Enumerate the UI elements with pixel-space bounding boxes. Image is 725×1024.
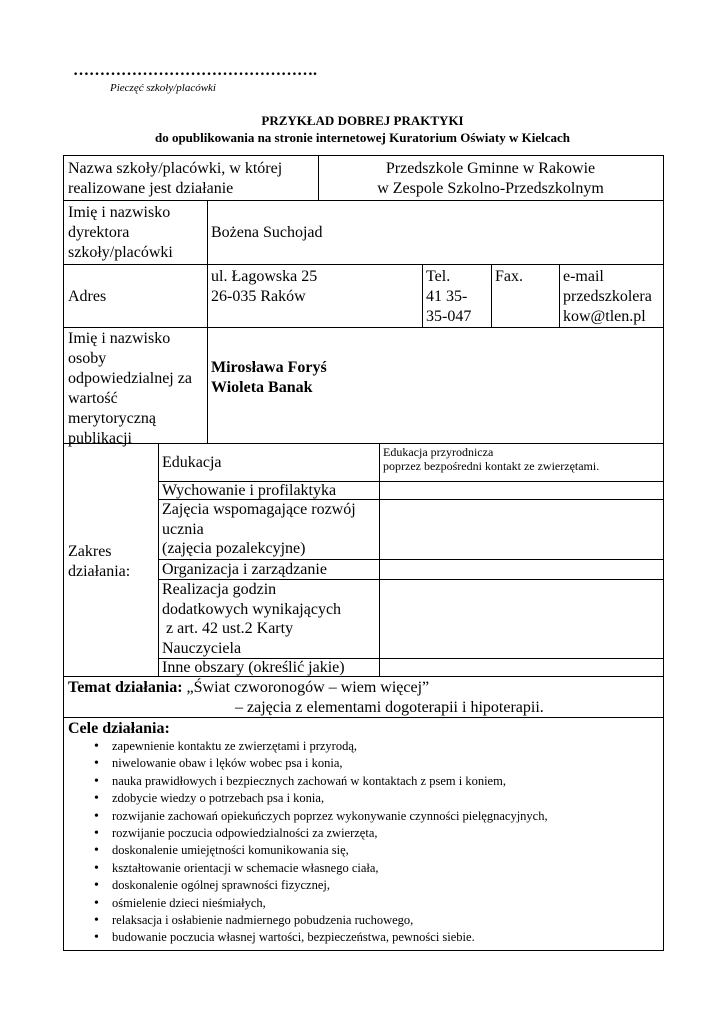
phone-cell — [422, 266, 491, 328]
email-line-1: przedszkolera — [563, 288, 652, 305]
scope-support — [158, 499, 379, 560]
scope-extra-line-1: Realizacja godzin — [162, 581, 277, 598]
goal-item: • kształtowanie orientacji w schemacie własnego ciała, — [94, 860, 659, 877]
responsible-label-line-6: publikacji — [68, 430, 132, 447]
goal-item: • ośmielenie dzieci nieśmiałych, — [94, 895, 659, 912]
responsible-label — [64, 328, 207, 450]
scope-extra-line-4: Nauczyciela — [162, 639, 242, 657]
director-label-line-3: szkoły/placówki — [68, 244, 173, 261]
goal-item: • budowanie poczucia własnej wartości, bezpieczeństwa, pewności siebie. — [94, 929, 659, 946]
topic-cell — [64, 677, 663, 719]
responsible-person-2: Wioleta Banak — [211, 379, 313, 396]
phone-line-1: 41 35- — [426, 288, 468, 305]
phone-label: Tel. — [426, 268, 451, 285]
scope-education-value-line-1: Edukacja przyrodnicza — [383, 445, 494, 459]
goal-item: • rozwijanie zachowań opiekuńczych poprzez wykonywanie czynności pielęgnacyjnych, — [94, 808, 659, 825]
topic-value-line-2: – zajęcia z elementami dogoterapii i hipoterapii. — [235, 699, 544, 716]
responsible-label-line-1: Imię i nazwisko — [68, 330, 171, 347]
scope-extra-hours — [158, 579, 379, 659]
row-divider — [64, 264, 663, 265]
director-label-line-2: dyrektora — [68, 224, 130, 241]
goal-item: • niwelowanie obaw i lęków wobec psa i konia, — [94, 755, 659, 772]
stamp-caption: Pieczęć szkoły/placówki — [110, 82, 216, 94]
school-label-line-2: realizowane jest działanie — [68, 180, 234, 197]
goal-item: • nauka prawidłowych i bezpiecznych zachowań w kontaktach z psem i koniem, — [94, 773, 659, 790]
scope-education: Edukacja — [162, 454, 222, 471]
goal-item: • rozwijanie poczucia odpowiedzialności za zwierzęta, — [94, 825, 659, 842]
title-line-2: do opublikowania na stronie internetowej Kuratorium Oświaty w Kielcach — [154, 130, 571, 145]
scope-label — [64, 541, 158, 583]
phone-line-2: 35-047 — [426, 308, 472, 325]
director-name: Bożena Suchojad — [211, 224, 323, 241]
topic-line-1 — [68, 678, 659, 698]
document-title — [0, 112, 725, 146]
email-label: e-mail — [563, 268, 604, 285]
email-cell — [559, 266, 663, 328]
email-line-2: kow@tlen.pl — [563, 308, 646, 325]
responsible-persons — [207, 357, 663, 399]
responsible-label-line-3: odpowiedzialnej za — [68, 370, 192, 387]
col-divider — [379, 443, 380, 676]
director-label — [64, 202, 207, 264]
school-label — [64, 158, 318, 200]
goal-item: • relaksacja i osłabienie nadmiernego pobudzenia ruchowego, — [94, 912, 659, 929]
responsible-person-1: Mirosława Foryś — [211, 359, 327, 376]
goal-item: • zapewnienie kontaktu ze zwierzętami i przyrodą, — [94, 738, 659, 755]
scope-extra-line-3: z art. 42 ust.2 Karty — [162, 620, 294, 637]
scope-label-line-1: Zakres — [68, 543, 112, 560]
address-city: 26-035 Raków — [211, 288, 306, 305]
scope-other: Inne obszary (określić jakie) — [162, 659, 345, 676]
scope-label-line-2: działania: — [68, 563, 131, 580]
stamp-placeholder-dots: ………………………………………. — [73, 62, 317, 79]
scope-extra-line-2: dodatkowych wynikających — [162, 600, 342, 618]
school-name — [318, 158, 663, 200]
school-name-line-2: w Zespole Szkolno-Przedszkolnym — [377, 180, 604, 197]
scope-support-line-3: (zajęcia pozalekcyjne) — [162, 540, 306, 557]
fax-cell — [491, 266, 559, 288]
responsible-label-line-4: wartość — [68, 390, 118, 407]
goals-cell — [64, 718, 663, 948]
fax-label: Fax. — [495, 268, 523, 285]
scope-upbringing: Wychowanie i profilaktyka — [162, 482, 337, 499]
form-table — [63, 155, 664, 951]
goal-item: • zdobycie wiedzy o potrzebach psa i konia, — [94, 790, 659, 807]
topic-value-line-1: „Świat czworonogów – wiem więcej” — [182, 679, 430, 696]
address-label: Adres — [68, 288, 107, 305]
topic-label: Temat działania: — [68, 679, 183, 696]
goals-list — [68, 738, 659, 947]
scope-education-value-line-2: poprzez bezpośredni kontakt ze zwierzętami. — [383, 459, 600, 473]
goal-item: • doskonalenie ogólnej sprawności fizycznej, — [94, 877, 659, 894]
responsible-label-line-2: osoby — [68, 350, 107, 367]
goals-label: Cele działania: — [68, 720, 170, 737]
scope-support-line-1: Zajęcia wspomagające rozwój — [162, 501, 356, 518]
row-divider — [64, 200, 663, 201]
scope-education-value — [379, 444, 663, 474]
title-line-1: PRZYKŁAD DOBREJ PRAKTYKI — [261, 113, 464, 128]
responsible-label-line-5: merytoryczną — [68, 410, 156, 427]
scope-support-line-2: ucznia — [162, 520, 204, 538]
goal-item: • doskonalenie umiejętności komunikowania się, — [94, 842, 659, 859]
school-name-line-1: Przedszkole Gminne w Rakowie — [385, 160, 596, 177]
address-street-city — [207, 266, 422, 308]
director-label-line-1: Imię i nazwisko — [68, 204, 171, 221]
school-label-line-1: Nazwa szkoły/placówki, w której — [68, 160, 283, 177]
address-street: ul. Łagowska 25 — [211, 268, 318, 285]
scope-organization: Organizacja i zarządzanie — [162, 561, 327, 578]
